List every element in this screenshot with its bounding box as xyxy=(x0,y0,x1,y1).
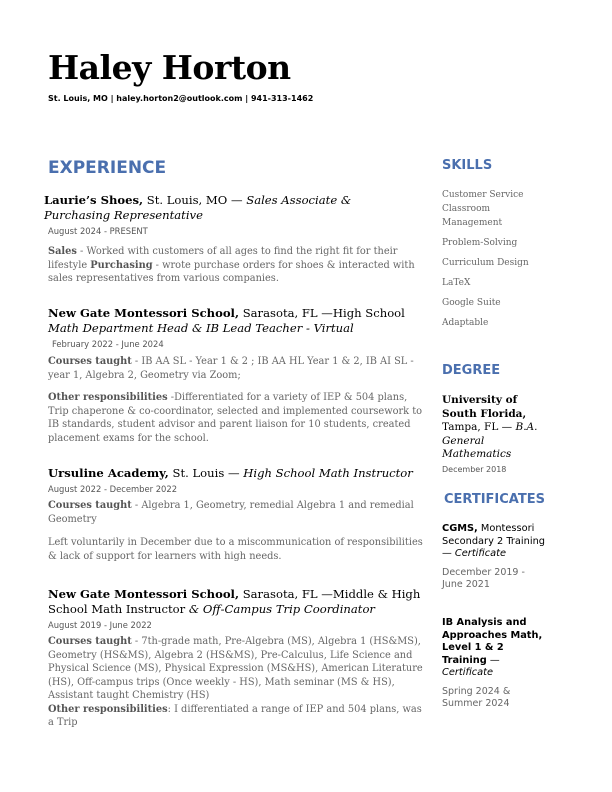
job-header xyxy=(48,587,428,617)
certificate-name: CGMS, xyxy=(442,523,478,534)
para-text: - IB AA SL - Year 1 & 2 ; IB AA HL Year 1 & 2, IB AI SL - year 1, Algebra 2, Geometry via Zoom; xyxy=(48,356,414,381)
job-header xyxy=(48,466,428,481)
para-text: - Worked with customers of all ages to find the right fit for their lifestyle xyxy=(48,246,398,271)
skill-item: Problem-Solving xyxy=(442,238,518,248)
certificate-name: IB Analysis and Approaches Math, Level 1 & 2 Training xyxy=(442,617,543,666)
skill-item: Google Suite xyxy=(442,298,501,308)
certificate-type: Certificate xyxy=(442,667,494,678)
contact-line: St. Louis, MO | haley.horton2@outlook.com | 941-313-1462 xyxy=(48,94,314,103)
para-text: -Differentiated for a variety of IEP & 504 plans, Trip chaperone & co-coordinator, selected and implemented coursework to IB standards, student advisor and parent liaison for 10 students, created placement exams for the school. xyxy=(48,392,423,444)
job-role: High School Math Instructor xyxy=(243,466,413,480)
job-courses xyxy=(48,635,428,703)
degree-school: University of South Florida, xyxy=(442,394,527,420)
job-header xyxy=(44,193,416,223)
degree-header xyxy=(442,394,546,462)
degree-date: December 2018 xyxy=(442,464,507,474)
certificate-detail: Montessori Secondary 2 Training — xyxy=(442,523,546,559)
degree-name: B.A. General Mathematics xyxy=(442,421,538,460)
job-role: Math Department Head & IB Lead Teacher - Virtual xyxy=(48,321,354,335)
job-new-gate-instructor xyxy=(48,587,428,730)
job-ursuline xyxy=(48,466,428,563)
job-note: Left voluntarily in December due to a miscommunication of responsibilities & lack of support for learners with high needs. xyxy=(48,537,423,562)
degree-location: Tampa, FL — xyxy=(442,421,516,433)
job-courses xyxy=(48,355,428,382)
job-dates: August 2024 - PRESENT xyxy=(48,226,148,236)
certificate-detail: — xyxy=(486,654,500,666)
job-dates: August 2019 - June 2022 xyxy=(48,620,152,630)
para-label: Sales xyxy=(48,246,77,257)
skill-item: LaTeX xyxy=(442,278,471,288)
certificates-heading: CERTIFICATES xyxy=(444,492,545,507)
job-location: St. Louis, MO — xyxy=(143,193,247,207)
para-label: Courses taught xyxy=(48,500,132,511)
certificate-header xyxy=(442,617,546,680)
para-text: : I differentiated a range of IEP and 504 plans, was a Trip xyxy=(48,703,422,728)
certificate-ib xyxy=(442,617,546,710)
certificate-header xyxy=(442,523,546,561)
job-description xyxy=(48,245,416,286)
job-lauries-shoes xyxy=(44,193,416,286)
skills-heading: SKILLS xyxy=(442,158,493,173)
job-dates: August 2022 - December 2022 xyxy=(48,484,178,494)
para-text: - wrote purchase orders for shoes & interacted with sales representatives from various companies. xyxy=(48,259,415,284)
job-location: St. Louis — xyxy=(168,466,244,480)
skill-item: Curriculum Design xyxy=(442,258,529,268)
para-label: Other responsibilities xyxy=(48,703,168,715)
para-text: - Algebra 1, Geometry, remedial Algebra 1 and remedial Geometry xyxy=(48,500,414,525)
experience-heading: EXPERIENCE xyxy=(48,158,167,178)
job-role: & Off-Campus Trip Coordinator xyxy=(188,602,375,616)
job-header xyxy=(48,306,428,336)
certificate-type: Certificate xyxy=(454,548,506,559)
skill-item: Adaptable xyxy=(442,318,489,328)
degree-heading: DEGREE xyxy=(442,363,501,378)
para-label: Other responsibilities xyxy=(48,392,168,403)
certificate-date: December 2019 - June 2021 xyxy=(442,566,525,590)
job-org: New Gate Montessori School, xyxy=(48,306,240,320)
job-responsibilities xyxy=(48,703,428,730)
skill-item: Classroom Management xyxy=(442,204,503,228)
job-org: Ursuline Academy, xyxy=(48,466,169,480)
resume-name: Haley Horton xyxy=(48,48,291,87)
para-label: Courses taught xyxy=(48,636,132,647)
job-responsibilities xyxy=(48,391,428,445)
skills-list xyxy=(442,188,538,336)
job-dates: February 2022 - June 2024 xyxy=(52,339,164,349)
certificate-date: Spring 2024 & Summer 2024 xyxy=(442,685,511,709)
para-text: - 7th-grade math, Pre-Algebra (MS), Algebra 1 (HS&MS), Geometry (HS&MS), Algebra 2 (HS&MS), Pre-Calculus, Life Science and Physical Science (MS), Physical Expression (MS&HS), American Literature (HS), Off-campus trips (Once weekly - HS), Math seminar (MS & HS), Assistant taught Chemistry (HS) xyxy=(48,636,423,701)
job-org: New Gate Montessori School, xyxy=(48,587,240,601)
certificate-cgms xyxy=(442,523,546,591)
job-org: Laurie’s Shoes, xyxy=(44,193,144,207)
job-location: Sarasota, FL —Middle & High School Math Instructor xyxy=(48,587,421,616)
job-courses xyxy=(48,499,428,526)
para-label: Courses taught xyxy=(48,356,132,367)
job-new-gate-head xyxy=(48,306,428,445)
job-location: Sarasota, FL —High School xyxy=(239,306,405,320)
degree-block xyxy=(442,394,546,474)
job-role: Sales Associate & Purchasing Representative xyxy=(44,193,352,222)
para-label: Purchasing xyxy=(90,259,153,271)
skill-item: Customer Service xyxy=(442,190,524,200)
